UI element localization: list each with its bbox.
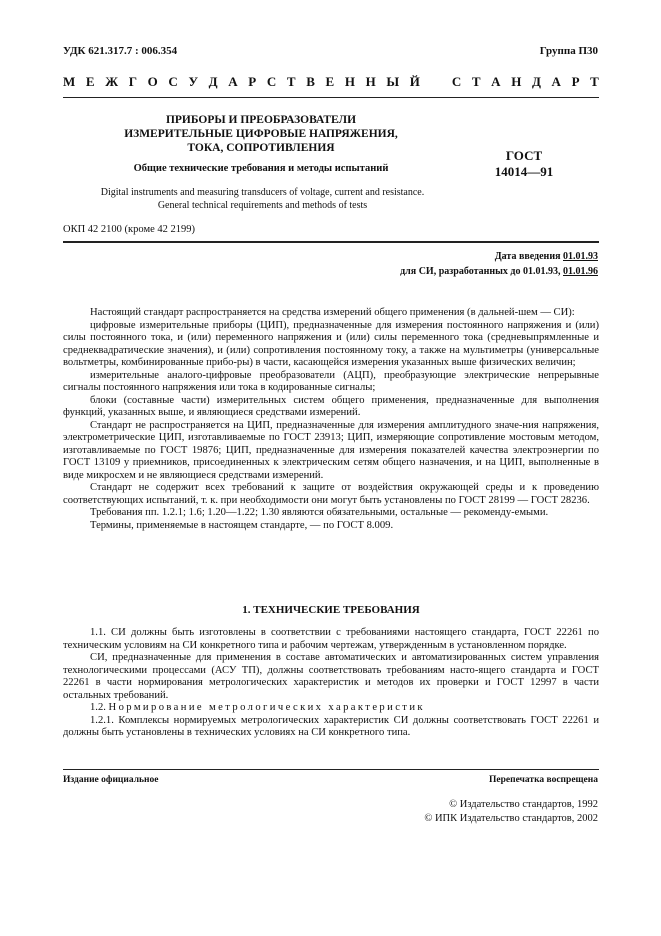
group-code: Группа П30 bbox=[539, 45, 598, 57]
banner-letter: Н bbox=[365, 74, 376, 89]
banner-letter: Т bbox=[286, 74, 296, 89]
banner-letter: Н bbox=[511, 74, 522, 89]
banner-letter: Т bbox=[471, 74, 481, 89]
banner-letter: Р bbox=[248, 74, 257, 89]
paragraph: Стандарт не распространяется на ЦИП, предназначенные для измерения амплитудного значе-ния напряжения, электрометрические ЦИП, изготавливаемые по ГОСТ 23913; ЦИП, измеряющие сопротивление мостовым методом, изготавливаемые по ГОСТ 19876; ЦИП, предназначенные для измерения показателей качества электроэнергии по ГОСТ 13109 у приемников, присоединенных к электрическим сетям общего назначения, и на ЦИП, выполненные в виде микросхем и не являющиеся средствами измерений. bbox=[63, 419, 599, 481]
paragraph: Настоящий стандарт распространяется на средства измерений общего применения (в дальней-шем — СИ): bbox=[90, 307, 575, 318]
gost-number: 14014—91 bbox=[494, 164, 554, 179]
footer-rule bbox=[63, 769, 599, 770]
paragraph: цифровые измерительные приборы (ЦИП), предназначенные для измерения постоянного напряжения и (или) силы постоянного тока, и (или) переменного напряжения и (или) силы переменного тока (средневыпрямленные и среднеквадратические значения), и (или) сопротивления постоянному току, а также на мультиметры (универсальные вольтметры, комбинированные прибо-ры) в части, касающейся измерения указанных выше физических величин; bbox=[63, 319, 599, 368]
copyright-2: © ИПК Издательство стандартов, 2002 bbox=[424, 813, 598, 824]
si-date-label: для СИ, разработанных до 01.01.93, bbox=[400, 266, 561, 277]
banner-letter: С bbox=[168, 74, 178, 89]
title-line-2: ИЗМЕРИТЕЛЬНЫЕ ЦИФРОВЫЕ НАПРЯЖЕНИЯ, bbox=[124, 128, 398, 140]
si-date bbox=[400, 266, 598, 277]
banner-letter: Д bbox=[208, 74, 218, 89]
paragraph: Требования пп. 1.2.1; 1.6; 1.20—1.22; 1.30 являются обязательными, остальные — рекоменду-емыми. bbox=[90, 507, 549, 518]
subsection-title: Нормирование метрологических характеристик bbox=[108, 702, 425, 713]
english-title-line-1: Digital instruments and measuring transducers of voltage, current and resistance. bbox=[100, 187, 425, 198]
banner-letter: В bbox=[306, 74, 315, 89]
banner-letter: Ж bbox=[105, 74, 119, 89]
english-title-line-2: General technical requirements and methods of tests bbox=[157, 200, 368, 211]
banner-letter: У bbox=[188, 74, 198, 89]
banner-letter: Р bbox=[571, 74, 580, 89]
section-title: 1. ТЕХНИЧЕСКИЕ ТРЕБОВАНИЯ bbox=[242, 604, 420, 616]
intro-date-value: 01.01.93 bbox=[563, 251, 598, 262]
banner-letter: Е bbox=[85, 74, 95, 89]
udk-code: УДК 621.317.7 : 006.354 bbox=[63, 45, 178, 57]
gost-designation bbox=[474, 148, 574, 180]
banner-letter: Е bbox=[325, 74, 335, 89]
banner-letter: А bbox=[491, 74, 501, 89]
banner-letter: Д bbox=[531, 74, 541, 89]
paragraph: Термины, применяемые в настоящем стандарте, — по ГОСТ 8.009. bbox=[90, 519, 394, 531]
intro-text bbox=[63, 307, 599, 532]
title-rule bbox=[63, 241, 599, 243]
banner-letter: Т bbox=[590, 74, 599, 89]
section-text bbox=[63, 627, 599, 740]
intro-date bbox=[495, 251, 598, 262]
paragraph: Стандарт не содержит всех требований к защите от воздействия окружающей среды и к проведению соответствующих испытаний, т. к. при необходимости они могут быть установлены по ГОСТ 28199 — ГОСТ 28236. bbox=[63, 482, 599, 506]
si-date-value: 01.01.96 bbox=[563, 266, 598, 277]
subsection-heading bbox=[63, 702, 599, 715]
paragraph: измерительные аналого-цифровые преобразователи (АЦП), преобразующие электрические непрерывные сигналы постоянного напряжения или тока в кодированные сигналы; bbox=[63, 369, 599, 393]
standard-banner bbox=[63, 74, 599, 90]
paragraph: 1.1. СИ должны быть изготовлены в соответствии с требованиями настоящего стандарта, ГОСТ 22261 по техническим условиям на СИ конкретного типа и рабочим чертежам, утвержденным в установленном порядке. bbox=[63, 627, 599, 651]
banner-letter: С bbox=[266, 74, 277, 89]
banner-letter: М bbox=[63, 74, 76, 89]
gost-label: ГОСТ bbox=[505, 148, 543, 163]
paragraph: СИ, предназначенные для применения в составе автоматических и автоматизированных систем управления технологическими процессами (АСУ ТП), должны соответствовать требованиям насто-ящего стандарта и ГОСТ 22261 в части нормирования метрологических характеристик и методов их проверки и ГОСТ 12997 в части остальных требований. bbox=[63, 652, 599, 701]
intro-date-label: Дата введения bbox=[494, 251, 561, 262]
banner-rule bbox=[63, 97, 599, 98]
paragraph: блоки (составные части) измерительных систем общего применения, предназначенные для выполнения функций, указанных выше, и являющиеся средствами измерений. bbox=[63, 394, 599, 418]
official-edition: Издание официальное bbox=[63, 775, 159, 785]
banner-letter: А bbox=[228, 74, 238, 89]
subsection-number: 1.2. bbox=[90, 702, 106, 713]
copyright-1: © Издательство стандартов, 1992 bbox=[449, 799, 598, 810]
banner-letter: Н bbox=[344, 74, 355, 89]
paragraph: 1.2.1. Комплексы нормируемых метрологических характеристик СИ должны соответствовать ГОСТ 22261 и должны быть установлены в технических условиях на СИ конкретного типа. bbox=[63, 714, 599, 738]
banner-letter: Ы bbox=[386, 74, 400, 89]
english-title bbox=[90, 186, 435, 212]
banner-letter: А bbox=[551, 74, 561, 89]
document-title bbox=[100, 113, 422, 155]
title-line-1: ПРИБОРЫ И ПРЕОБРАЗОВАТЕЛИ bbox=[165, 114, 357, 126]
banner-letter: Й bbox=[409, 74, 420, 89]
banner-letter: С bbox=[451, 74, 462, 89]
document-subtitle: Общие технические требования и методы испытаний bbox=[133, 163, 389, 174]
okp-code: ОКП 42 2100 (кроме 42 2199) bbox=[63, 224, 195, 235]
reprint-notice: Перепечатка воспрещена bbox=[488, 775, 598, 785]
banner-letter: О bbox=[147, 74, 158, 89]
title-line-3: ТОКА, СОПРОТИВЛЕНИЯ bbox=[187, 142, 335, 154]
banner-letter: Г bbox=[128, 74, 138, 89]
